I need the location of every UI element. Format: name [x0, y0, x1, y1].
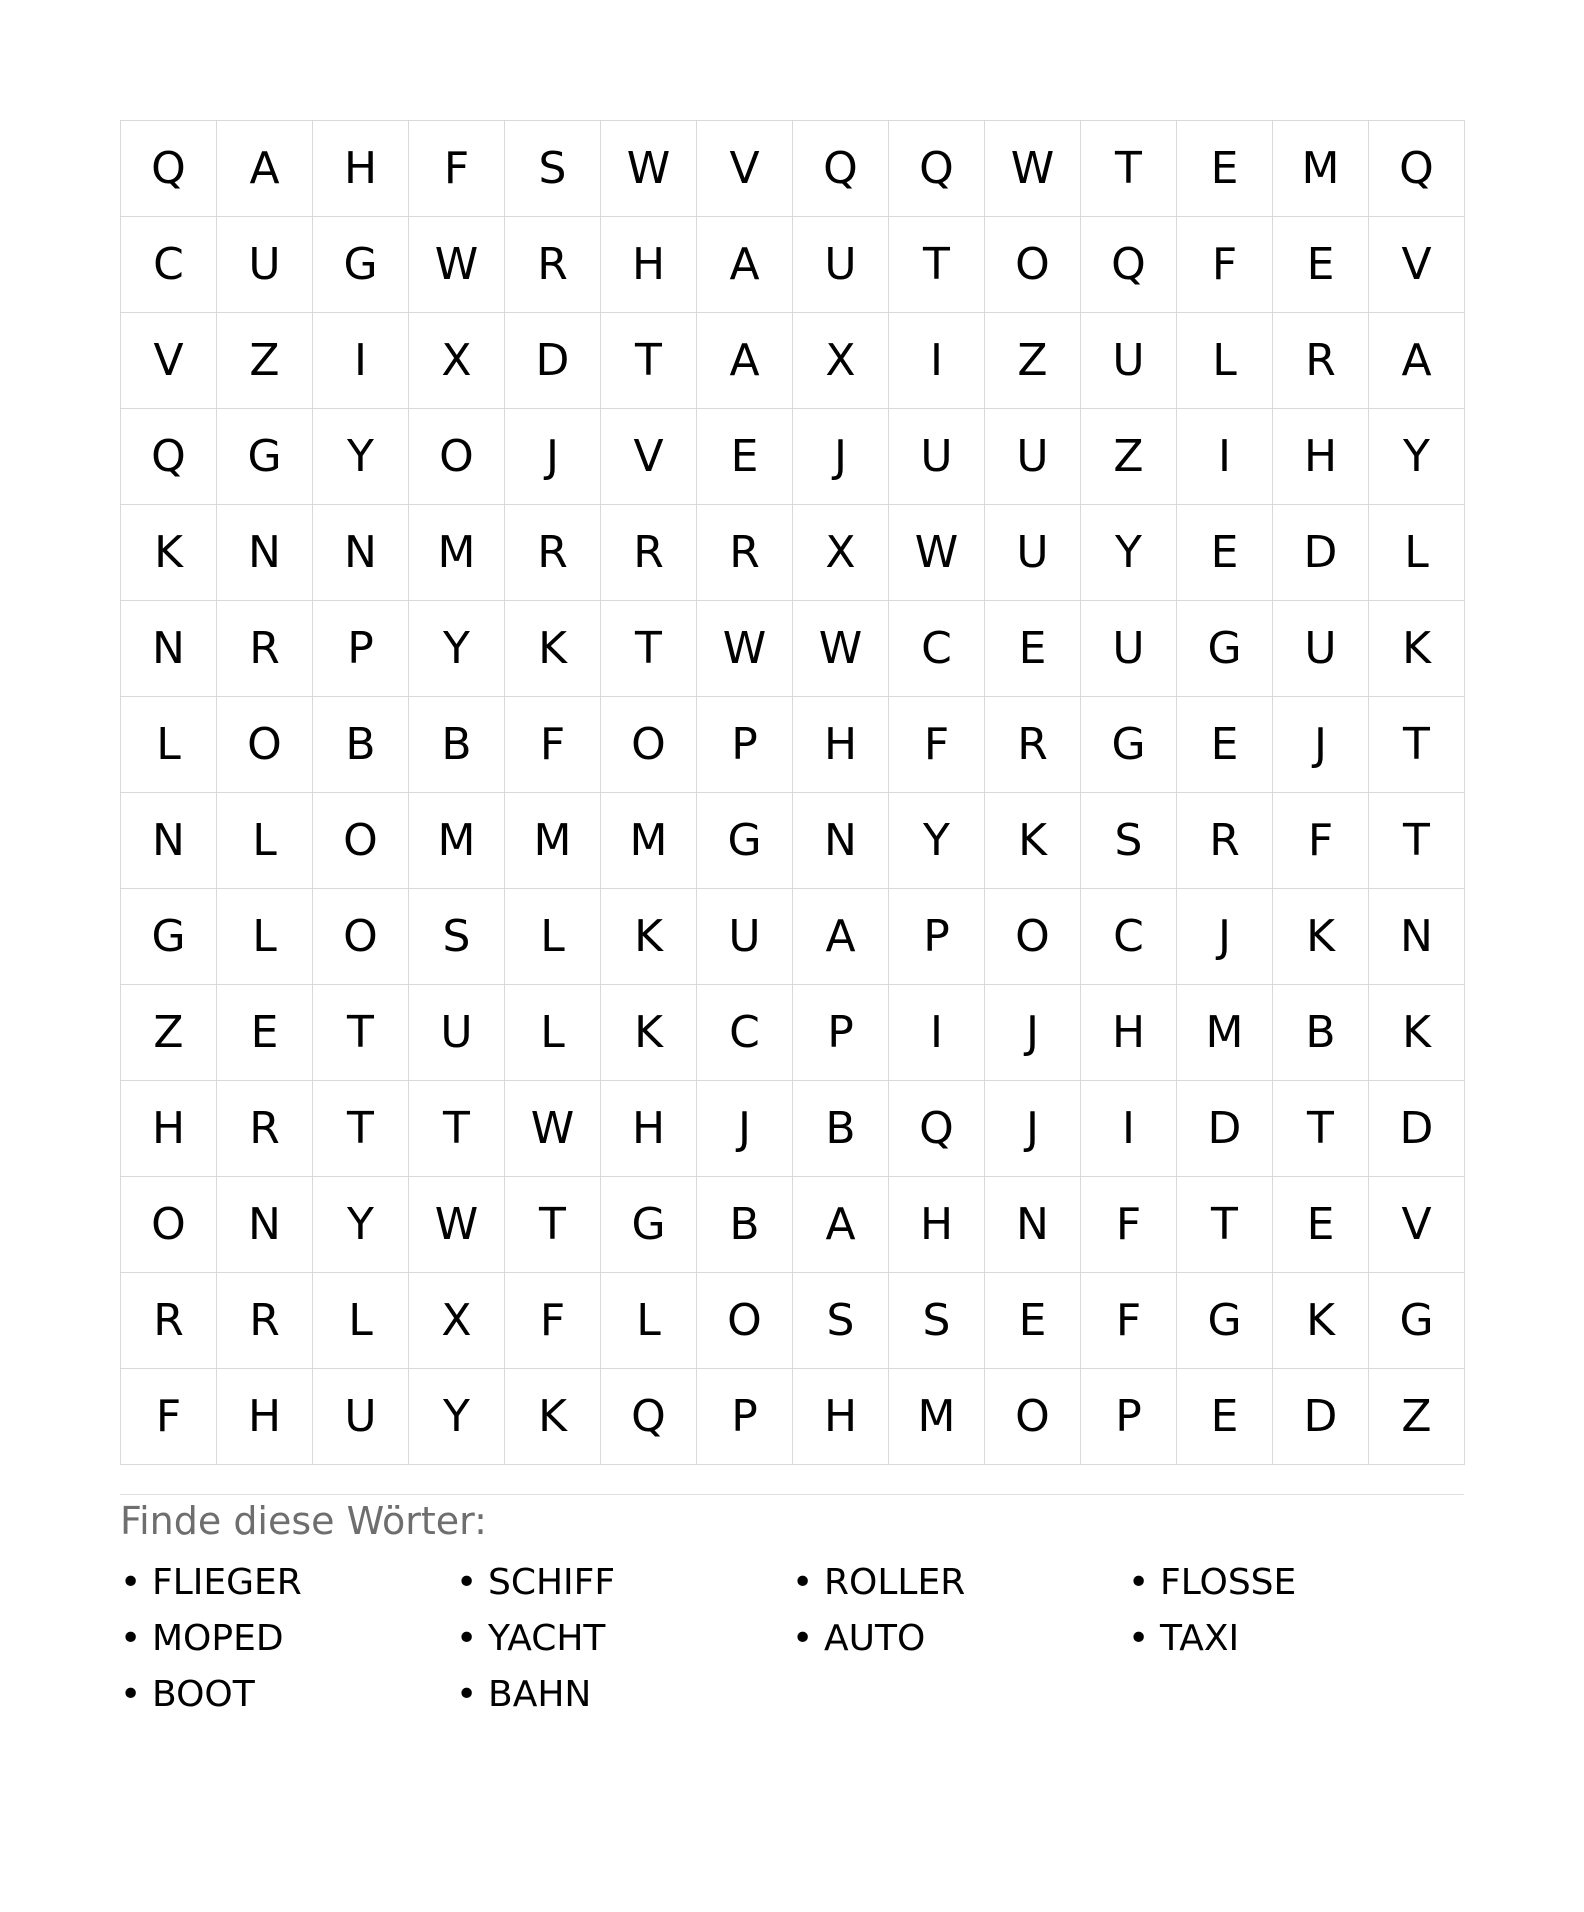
grid-cell[interactable]: Q	[601, 1369, 697, 1465]
grid-cell[interactable]: F	[505, 697, 601, 793]
grid-cell[interactable]: R	[217, 601, 313, 697]
grid-cell[interactable]: X	[409, 313, 505, 409]
grid-cell[interactable]: W	[697, 601, 793, 697]
grid-cell[interactable]: S	[889, 1273, 985, 1369]
grid-cell[interactable]: R	[217, 1273, 313, 1369]
word-list-item	[1128, 1611, 1464, 1667]
grid-cell[interactable]: M	[601, 793, 697, 889]
grid-cell[interactable]: T	[1081, 121, 1177, 217]
grid-cell[interactable]: Z	[121, 985, 217, 1081]
grid-cell[interactable]: Y	[313, 409, 409, 505]
grid-cell[interactable]: P	[1081, 1369, 1177, 1465]
grid-cell[interactable]: O	[409, 409, 505, 505]
grid-cell[interactable]: V	[601, 409, 697, 505]
grid-cell[interactable]: Q	[1369, 121, 1465, 217]
divider	[120, 1494, 1464, 1495]
grid-cell[interactable]: T	[1177, 1177, 1273, 1273]
grid-cell[interactable]: A	[1369, 313, 1465, 409]
grid-cell[interactable]: O	[985, 1369, 1081, 1465]
grid-cell[interactable]: E	[217, 985, 313, 1081]
grid-cell[interactable]: G	[217, 409, 313, 505]
grid-cell[interactable]: K	[601, 889, 697, 985]
grid-cell[interactable]: M	[1273, 121, 1369, 217]
grid-cell[interactable]: T	[1273, 1081, 1369, 1177]
grid-cell[interactable]: F	[505, 1273, 601, 1369]
grid-cell[interactable]: G	[1177, 601, 1273, 697]
grid-cell[interactable]: E	[1273, 1177, 1369, 1273]
grid-cell[interactable]: R	[121, 1273, 217, 1369]
grid-cell[interactable]: M	[409, 793, 505, 889]
grid-cell[interactable]: K	[985, 793, 1081, 889]
grid-cell[interactable]: H	[793, 1369, 889, 1465]
grid-cell[interactable]: B	[409, 697, 505, 793]
grid-cell[interactable]: P	[889, 889, 985, 985]
grid-cell[interactable]: I	[1177, 409, 1273, 505]
bullet-icon: •	[456, 1562, 478, 1603]
grid-cell[interactable]: G	[1081, 697, 1177, 793]
grid-cell[interactable]: K	[1273, 889, 1369, 985]
grid-cell[interactable]: T	[313, 985, 409, 1081]
grid-cell[interactable]: Q	[889, 1081, 985, 1177]
grid-cell[interactable]: F	[1081, 1273, 1177, 1369]
grid-cell[interactable]: N	[313, 505, 409, 601]
grid-cell[interactable]: T	[1369, 793, 1465, 889]
grid-cell[interactable]: N	[121, 793, 217, 889]
word-list-item	[120, 1611, 456, 1667]
grid-cell[interactable]: R	[1273, 313, 1369, 409]
grid-cell[interactable]: R	[505, 217, 601, 313]
grid-cell[interactable]: L	[121, 697, 217, 793]
grid-cell[interactable]: G	[1177, 1273, 1273, 1369]
grid-cell[interactable]: C	[889, 601, 985, 697]
grid-cell[interactable]: V	[121, 313, 217, 409]
grid-cell[interactable]: F	[121, 1369, 217, 1465]
grid-cell[interactable]: L	[1369, 505, 1465, 601]
grid-cell[interactable]: U	[1081, 313, 1177, 409]
grid-cell[interactable]: O	[121, 1177, 217, 1273]
bullet-icon: •	[792, 1562, 814, 1603]
grid-cell[interactable]: U	[217, 217, 313, 313]
bullet-icon: •	[456, 1618, 478, 1659]
grid-cell[interactable]: J	[1273, 697, 1369, 793]
grid-cell[interactable]: Y	[889, 793, 985, 889]
bullet-icon: •	[792, 1618, 814, 1659]
word-label: SCHIFF	[488, 1562, 616, 1603]
grid-cell[interactable]: T	[409, 1081, 505, 1177]
grid-cell[interactable]: E	[1177, 121, 1273, 217]
grid-cell[interactable]: B	[1273, 985, 1369, 1081]
grid-cell[interactable]: J	[985, 1081, 1081, 1177]
grid-cell[interactable]: P	[697, 697, 793, 793]
grid-cell[interactable]: M	[409, 505, 505, 601]
grid-cell[interactable]: W	[985, 121, 1081, 217]
grid-cell[interactable]: E	[1273, 217, 1369, 313]
grid-cell[interactable]: C	[697, 985, 793, 1081]
grid-cell[interactable]: F	[1273, 793, 1369, 889]
grid-cell[interactable]: G	[1369, 1273, 1465, 1369]
grid-cell[interactable]: T	[601, 601, 697, 697]
word-list-item	[120, 1667, 456, 1723]
bullet-icon: •	[1128, 1562, 1150, 1603]
grid-cell[interactable]: A	[793, 889, 889, 985]
grid-cell[interactable]: L	[505, 889, 601, 985]
grid-cell[interactable]: Q	[793, 121, 889, 217]
grid-cell[interactable]: I	[313, 313, 409, 409]
grid-cell[interactable]: H	[889, 1177, 985, 1273]
grid-cell[interactable]: J	[985, 985, 1081, 1081]
grid-cell[interactable]: K	[1369, 985, 1465, 1081]
grid-cell[interactable]: H	[1273, 409, 1369, 505]
grid-cell[interactable]: E	[1177, 505, 1273, 601]
grid-cell[interactable]: L	[217, 793, 313, 889]
bullet-icon: •	[1128, 1618, 1150, 1659]
grid-cell[interactable]: K	[505, 1369, 601, 1465]
grid-cell[interactable]: J	[793, 409, 889, 505]
grid-cell[interactable]: U	[985, 409, 1081, 505]
grid-cell[interactable]: N	[121, 601, 217, 697]
grid-cell[interactable]: Y	[1081, 505, 1177, 601]
grid-cell[interactable]: J	[505, 409, 601, 505]
word-label: MOPED	[152, 1618, 284, 1659]
grid-cell[interactable]: U	[985, 505, 1081, 601]
grid-cell[interactable]: T	[889, 217, 985, 313]
word-label: FLOSSE	[1160, 1562, 1297, 1603]
grid-cell[interactable]: N	[217, 505, 313, 601]
grid-cell[interactable]: E	[985, 1273, 1081, 1369]
grid-cell[interactable]: C	[121, 217, 217, 313]
grid-cell[interactable]: F	[1081, 1177, 1177, 1273]
grid-cell[interactable]: Q	[1081, 217, 1177, 313]
grid-cell[interactable]: L	[1177, 313, 1273, 409]
grid-cell[interactable]: Z	[1369, 1369, 1465, 1465]
grid-cell[interactable]: H	[601, 1081, 697, 1177]
grid-cell[interactable]: R	[601, 505, 697, 601]
word-label: TAXI	[1160, 1618, 1240, 1659]
grid-cell[interactable]: B	[793, 1081, 889, 1177]
grid-cell[interactable]: L	[601, 1273, 697, 1369]
grid-cell[interactable]: O	[697, 1273, 793, 1369]
grid-cell[interactable]: I	[889, 985, 985, 1081]
word-search-grid	[120, 120, 1465, 1465]
grid-cell[interactable]: B	[697, 1177, 793, 1273]
grid-cell[interactable]: N	[793, 793, 889, 889]
bullet-icon: •	[120, 1562, 142, 1603]
grid-cell[interactable]: L	[313, 1273, 409, 1369]
grid-cell[interactable]: E	[697, 409, 793, 505]
grid-cell[interactable]: R	[505, 505, 601, 601]
grid-cell[interactable]: D	[1273, 505, 1369, 601]
grid-cell[interactable]: D	[1177, 1081, 1273, 1177]
grid-cell[interactable]: W	[409, 1177, 505, 1273]
grid-cell[interactable]: G	[313, 217, 409, 313]
grid-cell[interactable]: D	[1273, 1369, 1369, 1465]
grid-cell[interactable]: Q	[889, 121, 985, 217]
grid-cell[interactable]: E	[1177, 697, 1273, 793]
word-label: BAHN	[488, 1674, 592, 1715]
word-label: FLIEGER	[152, 1562, 302, 1603]
grid-cell[interactable]: I	[1081, 1081, 1177, 1177]
grid-cell[interactable]: K	[121, 505, 217, 601]
grid-cell[interactable]: E	[985, 601, 1081, 697]
grid-cell[interactable]: I	[889, 313, 985, 409]
grid-cell[interactable]: U	[697, 889, 793, 985]
bullet-icon: •	[120, 1674, 142, 1715]
grid-cell[interactable]: T	[505, 1177, 601, 1273]
grid-cell[interactable]: K	[1273, 1273, 1369, 1369]
grid-cell[interactable]: W	[889, 505, 985, 601]
grid-cell[interactable]: R	[985, 697, 1081, 793]
grid-cell[interactable]: O	[985, 889, 1081, 985]
grid-cell[interactable]: Z	[217, 313, 313, 409]
word-label: AUTO	[824, 1618, 926, 1659]
grid-cell[interactable]: A	[697, 217, 793, 313]
grid-cell[interactable]: N	[985, 1177, 1081, 1273]
grid-cell[interactable]: S	[409, 889, 505, 985]
grid-cell[interactable]: L	[505, 985, 601, 1081]
grid-cell[interactable]: G	[601, 1177, 697, 1273]
grid-cell[interactable]: Z	[1081, 409, 1177, 505]
grid-cell[interactable]: Y	[1369, 409, 1465, 505]
grid-cell[interactable]: C	[1081, 889, 1177, 985]
word-list	[120, 1555, 1464, 1723]
grid-cell[interactable]: U	[793, 217, 889, 313]
grid-cell[interactable]: T	[313, 1081, 409, 1177]
grid-cell[interactable]: T	[601, 313, 697, 409]
grid-cell[interactable]: S	[505, 121, 601, 217]
grid-cell[interactable]: F	[1177, 217, 1273, 313]
grid-cell[interactable]: W	[505, 1081, 601, 1177]
grid-cell[interactable]: A	[697, 313, 793, 409]
grid-cell[interactable]: F	[409, 121, 505, 217]
grid-cell[interactable]: V	[1369, 1177, 1465, 1273]
grid-cell[interactable]: O	[313, 889, 409, 985]
grid-cell[interactable]: K	[505, 601, 601, 697]
grid-cell[interactable]: G	[121, 889, 217, 985]
grid-cell[interactable]: A	[217, 121, 313, 217]
grid-cell[interactable]: D	[1369, 1081, 1465, 1177]
grid-cell[interactable]: M	[505, 793, 601, 889]
grid-cell[interactable]: H	[121, 1081, 217, 1177]
grid-cell[interactable]: W	[601, 121, 697, 217]
word-list-item	[456, 1555, 792, 1611]
word-list-item	[1128, 1555, 1464, 1611]
grid-cell[interactable]: P	[793, 985, 889, 1081]
grid-cell[interactable]: U	[889, 409, 985, 505]
grid-cell[interactable]: X	[793, 505, 889, 601]
grid-cell[interactable]: K	[1369, 601, 1465, 697]
grid-cell[interactable]: W	[409, 217, 505, 313]
grid-cell[interactable]: F	[889, 697, 985, 793]
word-list-heading: Finde diese Wörter:	[120, 1499, 487, 1543]
grid-cell[interactable]: V	[697, 121, 793, 217]
grid-cell[interactable]: O	[217, 697, 313, 793]
word-list-item	[120, 1555, 456, 1611]
grid-cell[interactable]: G	[697, 793, 793, 889]
grid-cell[interactable]: N	[1369, 889, 1465, 985]
grid-cell[interactable]: R	[217, 1081, 313, 1177]
bullet-icon: •	[120, 1618, 142, 1659]
grid-cell[interactable]: M	[1177, 985, 1273, 1081]
grid-cell[interactable]: L	[217, 889, 313, 985]
grid-cell[interactable]: N	[217, 1177, 313, 1273]
word-label: YACHT	[488, 1618, 606, 1659]
grid-cell[interactable]: U	[1081, 601, 1177, 697]
grid-cell[interactable]: H	[1081, 985, 1177, 1081]
grid-cell[interactable]: S	[793, 1273, 889, 1369]
grid-cell[interactable]: V	[1369, 217, 1465, 313]
grid-cell[interactable]: M	[889, 1369, 985, 1465]
grid-cell[interactable]: U	[1273, 601, 1369, 697]
grid-cell[interactable]: O	[601, 697, 697, 793]
word-label: ROLLER	[824, 1562, 966, 1603]
grid-cell[interactable]: D	[505, 313, 601, 409]
grid-cell[interactable]: Q	[121, 121, 217, 217]
word-list-item	[792, 1611, 1128, 1667]
grid-cell[interactable]: B	[313, 697, 409, 793]
grid-cell[interactable]: P	[697, 1369, 793, 1465]
grid-cell[interactable]: J	[1177, 889, 1273, 985]
word-list-item	[456, 1611, 792, 1667]
grid-cell[interactable]: Y	[313, 1177, 409, 1273]
grid-cell[interactable]: H	[793, 697, 889, 793]
grid-cell[interactable]: Q	[121, 409, 217, 505]
grid-cell[interactable]: K	[601, 985, 697, 1081]
grid-cell[interactable]: H	[217, 1369, 313, 1465]
grid-cell[interactable]: A	[793, 1177, 889, 1273]
grid-cell[interactable]: R	[1177, 793, 1273, 889]
word-label: BOOT	[152, 1674, 255, 1715]
grid-cell[interactable]: X	[409, 1273, 505, 1369]
grid-cell[interactable]: P	[313, 601, 409, 697]
grid-cell[interactable]: U	[313, 1369, 409, 1465]
grid-cell[interactable]: Z	[985, 313, 1081, 409]
word-list-item	[456, 1667, 792, 1723]
grid-cell[interactable]: H	[601, 217, 697, 313]
grid-cell[interactable]: W	[793, 601, 889, 697]
grid-cell[interactable]: O	[313, 793, 409, 889]
grid-cell[interactable]: Y	[409, 601, 505, 697]
bullet-icon: •	[456, 1674, 478, 1715]
grid-cell[interactable]: U	[409, 985, 505, 1081]
grid-cell[interactable]: X	[793, 313, 889, 409]
grid-cell[interactable]: J	[697, 1081, 793, 1177]
grid-cell[interactable]: E	[1177, 1369, 1273, 1465]
grid-cell[interactable]: H	[313, 121, 409, 217]
grid-cell[interactable]: Y	[409, 1369, 505, 1465]
grid-cell[interactable]: O	[985, 217, 1081, 313]
grid-cell[interactable]: R	[697, 505, 793, 601]
grid-cell[interactable]: S	[1081, 793, 1177, 889]
grid-cell[interactable]: T	[1369, 697, 1465, 793]
word-list-item	[792, 1555, 1128, 1611]
